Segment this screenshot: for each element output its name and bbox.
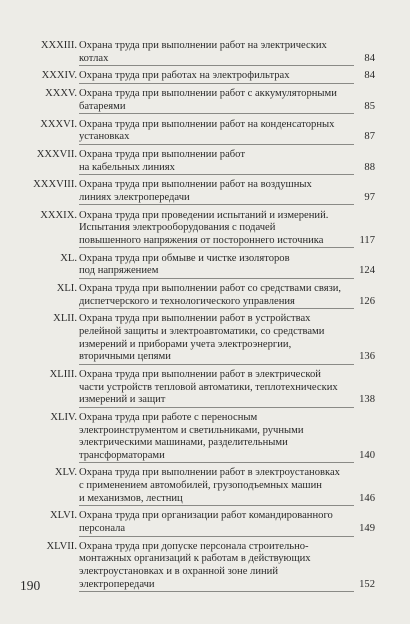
- toc-entry-title-line: Охрана труда при выполнении работ с аккумуляторными: [79, 88, 337, 100]
- toc-entry-title: [79, 412, 354, 463]
- toc-entry-title-line: Охрана труда при выполнении работ: [79, 148, 245, 160]
- toc-entry-title: [79, 541, 354, 592]
- toc-entry: [0, 510, 410, 536]
- toc-entry-title-line: вторичными цепями: [79, 351, 354, 365]
- toc-entry-title-line: Охрана труда при выполнении работ со средствами связи,: [79, 283, 342, 294]
- toc-entry-title: [79, 119, 354, 145]
- toc-entry-page: 85: [364, 100, 375, 112]
- toc-entry-title-line: под напряжением: [79, 265, 354, 279]
- toc-entry-page: 136: [359, 351, 375, 363]
- toc-entry-title-line: измерений и приборами учета электроэнергии,: [79, 338, 292, 350]
- toc-entry-title: [79, 253, 354, 279]
- toc-entry-title: [79, 210, 354, 249]
- toc-entry-page: 140: [359, 449, 375, 461]
- toc-entry-title-line: на кабельных линиях: [79, 162, 354, 176]
- toc-entry-title-line: Охрана труда при выполнении работ в электрической: [79, 368, 321, 380]
- toc-entry-page: 97: [364, 191, 375, 203]
- toc-entry-title-line: установках: [79, 131, 354, 145]
- toc-entry-number: XXXVI.: [40, 118, 77, 130]
- toc-entry-title: [79, 283, 354, 309]
- toc-entry-title-line: Охрана труда при работах на электрофильтрах: [79, 70, 354, 84]
- toc-entry-page: 146: [359, 492, 375, 504]
- toc-entry-number: XXXV.: [45, 88, 77, 100]
- toc-entry-title-line: части устройств тепловой автоматики, теплотехнических: [79, 381, 338, 393]
- toc-entry: [0, 369, 410, 408]
- toc-entry-title-line: электропередачи: [79, 579, 354, 593]
- toc-entry-title-line: персонала: [79, 523, 354, 537]
- toc-entry: [0, 313, 410, 364]
- toc-entry-page: 117: [359, 234, 375, 246]
- toc-entry-number: XXXIII.: [40, 40, 77, 51]
- toc-entry-number: XLI.: [56, 283, 77, 294]
- toc-entry-title: [79, 369, 354, 408]
- toc-entry: [0, 253, 410, 279]
- toc-entry-title-line: Охрана труда при работе с переносным: [79, 411, 258, 423]
- toc-entry-page: 124: [359, 265, 375, 277]
- toc-entry-title: [79, 179, 354, 205]
- toc-entry-title-line: Охрана труда при выполнении работ в электроустановках: [79, 467, 340, 479]
- toc-entry-title-line: линиях электропередачи: [79, 192, 354, 206]
- toc-entry-number: XXXVII.: [36, 148, 77, 160]
- toc-entry-title-line: трансформаторами: [79, 450, 354, 464]
- toc-entry-page: 88: [364, 161, 375, 173]
- toc-entry-number: XL.: [60, 252, 77, 264]
- toc-entry-title-line: Охрана труда при выполнении работ на конденсаторных: [79, 118, 335, 130]
- toc-entry-title-line: Охрана труда при проведении испытаний и измерений.: [79, 209, 329, 221]
- toc-entry-page: 138: [359, 394, 375, 406]
- toc-entry-title-line: Охрана труда при организации работ командированного: [79, 510, 333, 522]
- toc-entry-number: XLVII.: [46, 540, 77, 552]
- toc-entry-number: XXXIV.: [41, 70, 77, 82]
- page-number: 190: [20, 578, 41, 593]
- toc-entry-number: XLII.: [53, 313, 77, 325]
- toc-entry-title-line: Охрана труда при выполнении работ в устройствах: [79, 313, 311, 325]
- toc-entry-title: [79, 510, 354, 536]
- toc-entry: [0, 412, 410, 463]
- toc-entry-title-line: электрическими машинами, разделительными: [79, 437, 288, 449]
- toc-entry-title-line: измерений и защит: [79, 394, 354, 408]
- toc-entry-title-line: повышенного напряжения от постороннего источника: [79, 235, 354, 249]
- toc-entry: [0, 40, 410, 66]
- toc-entry-title: [79, 88, 354, 114]
- toc-entry-title-line: диспетчерского и технологического управления: [79, 296, 354, 310]
- toc-entry-title-line: Охрана труда при выполнении работ на электрических: [79, 40, 327, 51]
- toc-entry: [0, 149, 410, 175]
- toc-entry-title-line: монтажных организаций к работам в действующих: [79, 553, 311, 565]
- toc-entry-title: [79, 40, 354, 66]
- toc-entry-page: 87: [364, 131, 375, 143]
- toc-entry-title-line: котлах: [79, 53, 354, 67]
- toc-entry: [0, 119, 410, 145]
- toc-entry-title-line: Охрана труда при обмыве и чистке изоляторов: [79, 252, 290, 264]
- toc-entry-title-line: Испытания электрооборудования с подачей: [79, 222, 276, 234]
- toc-entry-number: XXXVIII.: [33, 179, 77, 191]
- toc-entry-title-line: Охрана труда при допуске персонала строительно-: [79, 540, 309, 552]
- toc-entry: [0, 283, 410, 309]
- toc-entry-title-line: Охрана труда при выполнении работ на воздушных: [79, 179, 312, 191]
- toc-entry: [0, 467, 410, 506]
- toc-entry: [0, 210, 410, 249]
- toc-entry-title-line: батареями: [79, 101, 354, 115]
- toc-entry-title: [79, 70, 354, 84]
- toc-entry-number: XLIV.: [50, 411, 77, 423]
- toc-entry-title-line: релейной защиты и электроавтоматики, со средствами: [79, 325, 325, 337]
- toc-entry-page: 84: [364, 70, 375, 82]
- toc-entry-title: [79, 467, 354, 506]
- toc-entry-page: 126: [359, 295, 375, 307]
- toc-entry: [0, 541, 410, 592]
- toc-entry-number: XLVI.: [50, 510, 77, 522]
- toc-entry-title-line: с применением автомобилей, грузоподъемных машин: [79, 480, 322, 492]
- toc-entry-title-line: электроинструментом и светильниками, ручными: [79, 424, 304, 436]
- toc-entry-title-line: электроустановках и в охранной зоне линий: [79, 566, 279, 577]
- toc-entry-title: [79, 313, 354, 364]
- table-of-contents: [0, 40, 410, 596]
- toc-entry: [0, 179, 410, 205]
- toc-entry-page: 149: [359, 523, 375, 535]
- toc-entry-title-line: и механизмов, лестниц: [79, 493, 354, 507]
- toc-entry-page: 84: [364, 52, 375, 64]
- toc-entry-number: XXXIX.: [40, 209, 77, 221]
- toc-entry-number: XLIII.: [49, 368, 77, 380]
- toc-entry: [0, 88, 410, 114]
- toc-entry-number: XLV.: [54, 467, 77, 479]
- toc-entry-title: [79, 149, 354, 175]
- toc-entry: [0, 70, 410, 84]
- toc-entry-page: 152: [359, 578, 375, 590]
